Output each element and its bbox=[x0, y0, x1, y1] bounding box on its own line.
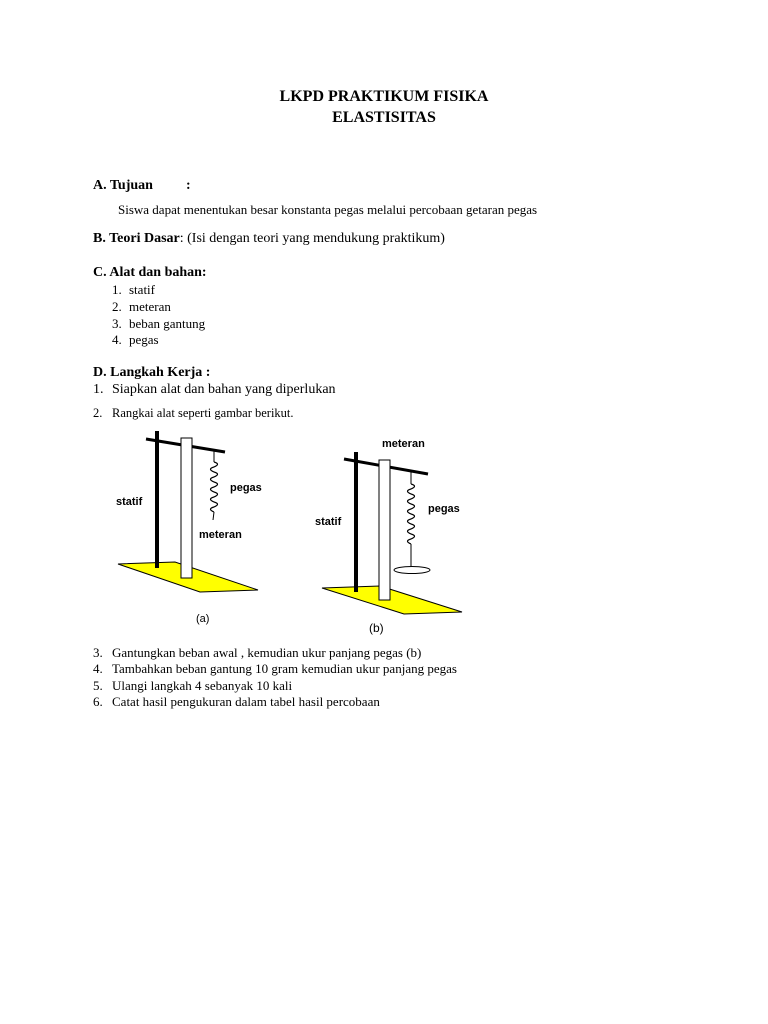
label-statif-a: statif bbox=[116, 496, 143, 508]
caption-b: (b) bbox=[369, 621, 384, 635]
step-label: Ulangi langkah 4 sebanyak 10 kali bbox=[112, 678, 293, 693]
spring-a bbox=[211, 462, 218, 512]
caption-a: (a) bbox=[196, 613, 210, 625]
step-item: 3. Gantungkan beban awal , kemudian ukur panjang pegas (b) bbox=[93, 645, 422, 660]
label-statif-b: statif bbox=[315, 516, 342, 528]
section-b-heading: B. Teori Dasar bbox=[93, 231, 180, 246]
step-item: 1. Siapkan alat dan bahan yang diperlukan bbox=[93, 382, 336, 397]
list-item-label: statif bbox=[129, 282, 155, 297]
section-a-heading: A. Tujuan bbox=[93, 178, 153, 193]
section-a-text: Siswa dapat menentukan besar konstanta pegas melalui percobaan getaran pegas bbox=[118, 202, 538, 217]
base-plate-b bbox=[322, 586, 462, 614]
document-title-line2: ELASTISITAS bbox=[332, 109, 436, 126]
list-item: 1. statif bbox=[112, 282, 155, 297]
figure-b bbox=[315, 438, 462, 635]
list-item-label: meteran bbox=[129, 299, 171, 314]
step-item: 4. Tambahkan beban gantung 10 gram kemudian ukur panjang pegas bbox=[93, 661, 457, 676]
list-item: 4. pegas bbox=[112, 332, 159, 347]
step-label: Catat hasil pengukuran dalam tabel hasil percobaan bbox=[112, 694, 380, 709]
section-c-heading: C. Alat dan bahan: bbox=[93, 265, 207, 280]
step-item: 6. Catat hasil pengukuran dalam tabel hasil percobaan bbox=[93, 694, 380, 709]
step-label: Siapkan alat dan bahan yang diperlukan bbox=[112, 382, 336, 397]
list-item: 3. beban gantung bbox=[112, 316, 206, 331]
list-item: 2. meteran bbox=[112, 299, 171, 314]
meteran-ruler-b bbox=[379, 460, 390, 600]
section-a-colon: : bbox=[186, 178, 191, 193]
meteran-ruler-a bbox=[181, 438, 192, 578]
label-pegas-b: pegas bbox=[428, 503, 460, 515]
spring-b bbox=[408, 484, 415, 544]
section-b-text: : (Isi dengan teori yang mendukung praktikum) bbox=[179, 231, 445, 246]
apparatus-figure bbox=[0, 420, 768, 645]
section-d-heading: D. Langkah Kerja : bbox=[93, 365, 211, 380]
step-label: Tambahkan beban gantung 10 gram kemudian ukur panjang pegas bbox=[112, 661, 457, 676]
section-b bbox=[93, 231, 445, 247]
label-pegas-a: pegas bbox=[230, 482, 262, 494]
figure-a bbox=[116, 431, 262, 625]
step-label: Rangkai alat seperti gambar berikut. bbox=[112, 406, 294, 420]
label-meteran-b: meteran bbox=[382, 438, 425, 450]
document-title-line1: LKPD PRAKTIKUM FISIKA bbox=[279, 88, 489, 105]
list-item-label: pegas bbox=[129, 332, 159, 347]
step-item: 5. Ulangi langkah 4 sebanyak 10 kali bbox=[93, 678, 293, 693]
label-meteran-a: meteran bbox=[199, 529, 242, 541]
list-item-label: beban gantung bbox=[129, 316, 206, 331]
hanging-weight-b bbox=[394, 567, 430, 574]
step-item: 2. Rangkai alat seperti gambar berikut. bbox=[93, 406, 294, 420]
step-label: Gantungkan beban awal , kemudian ukur panjang pegas (b) bbox=[112, 645, 422, 660]
